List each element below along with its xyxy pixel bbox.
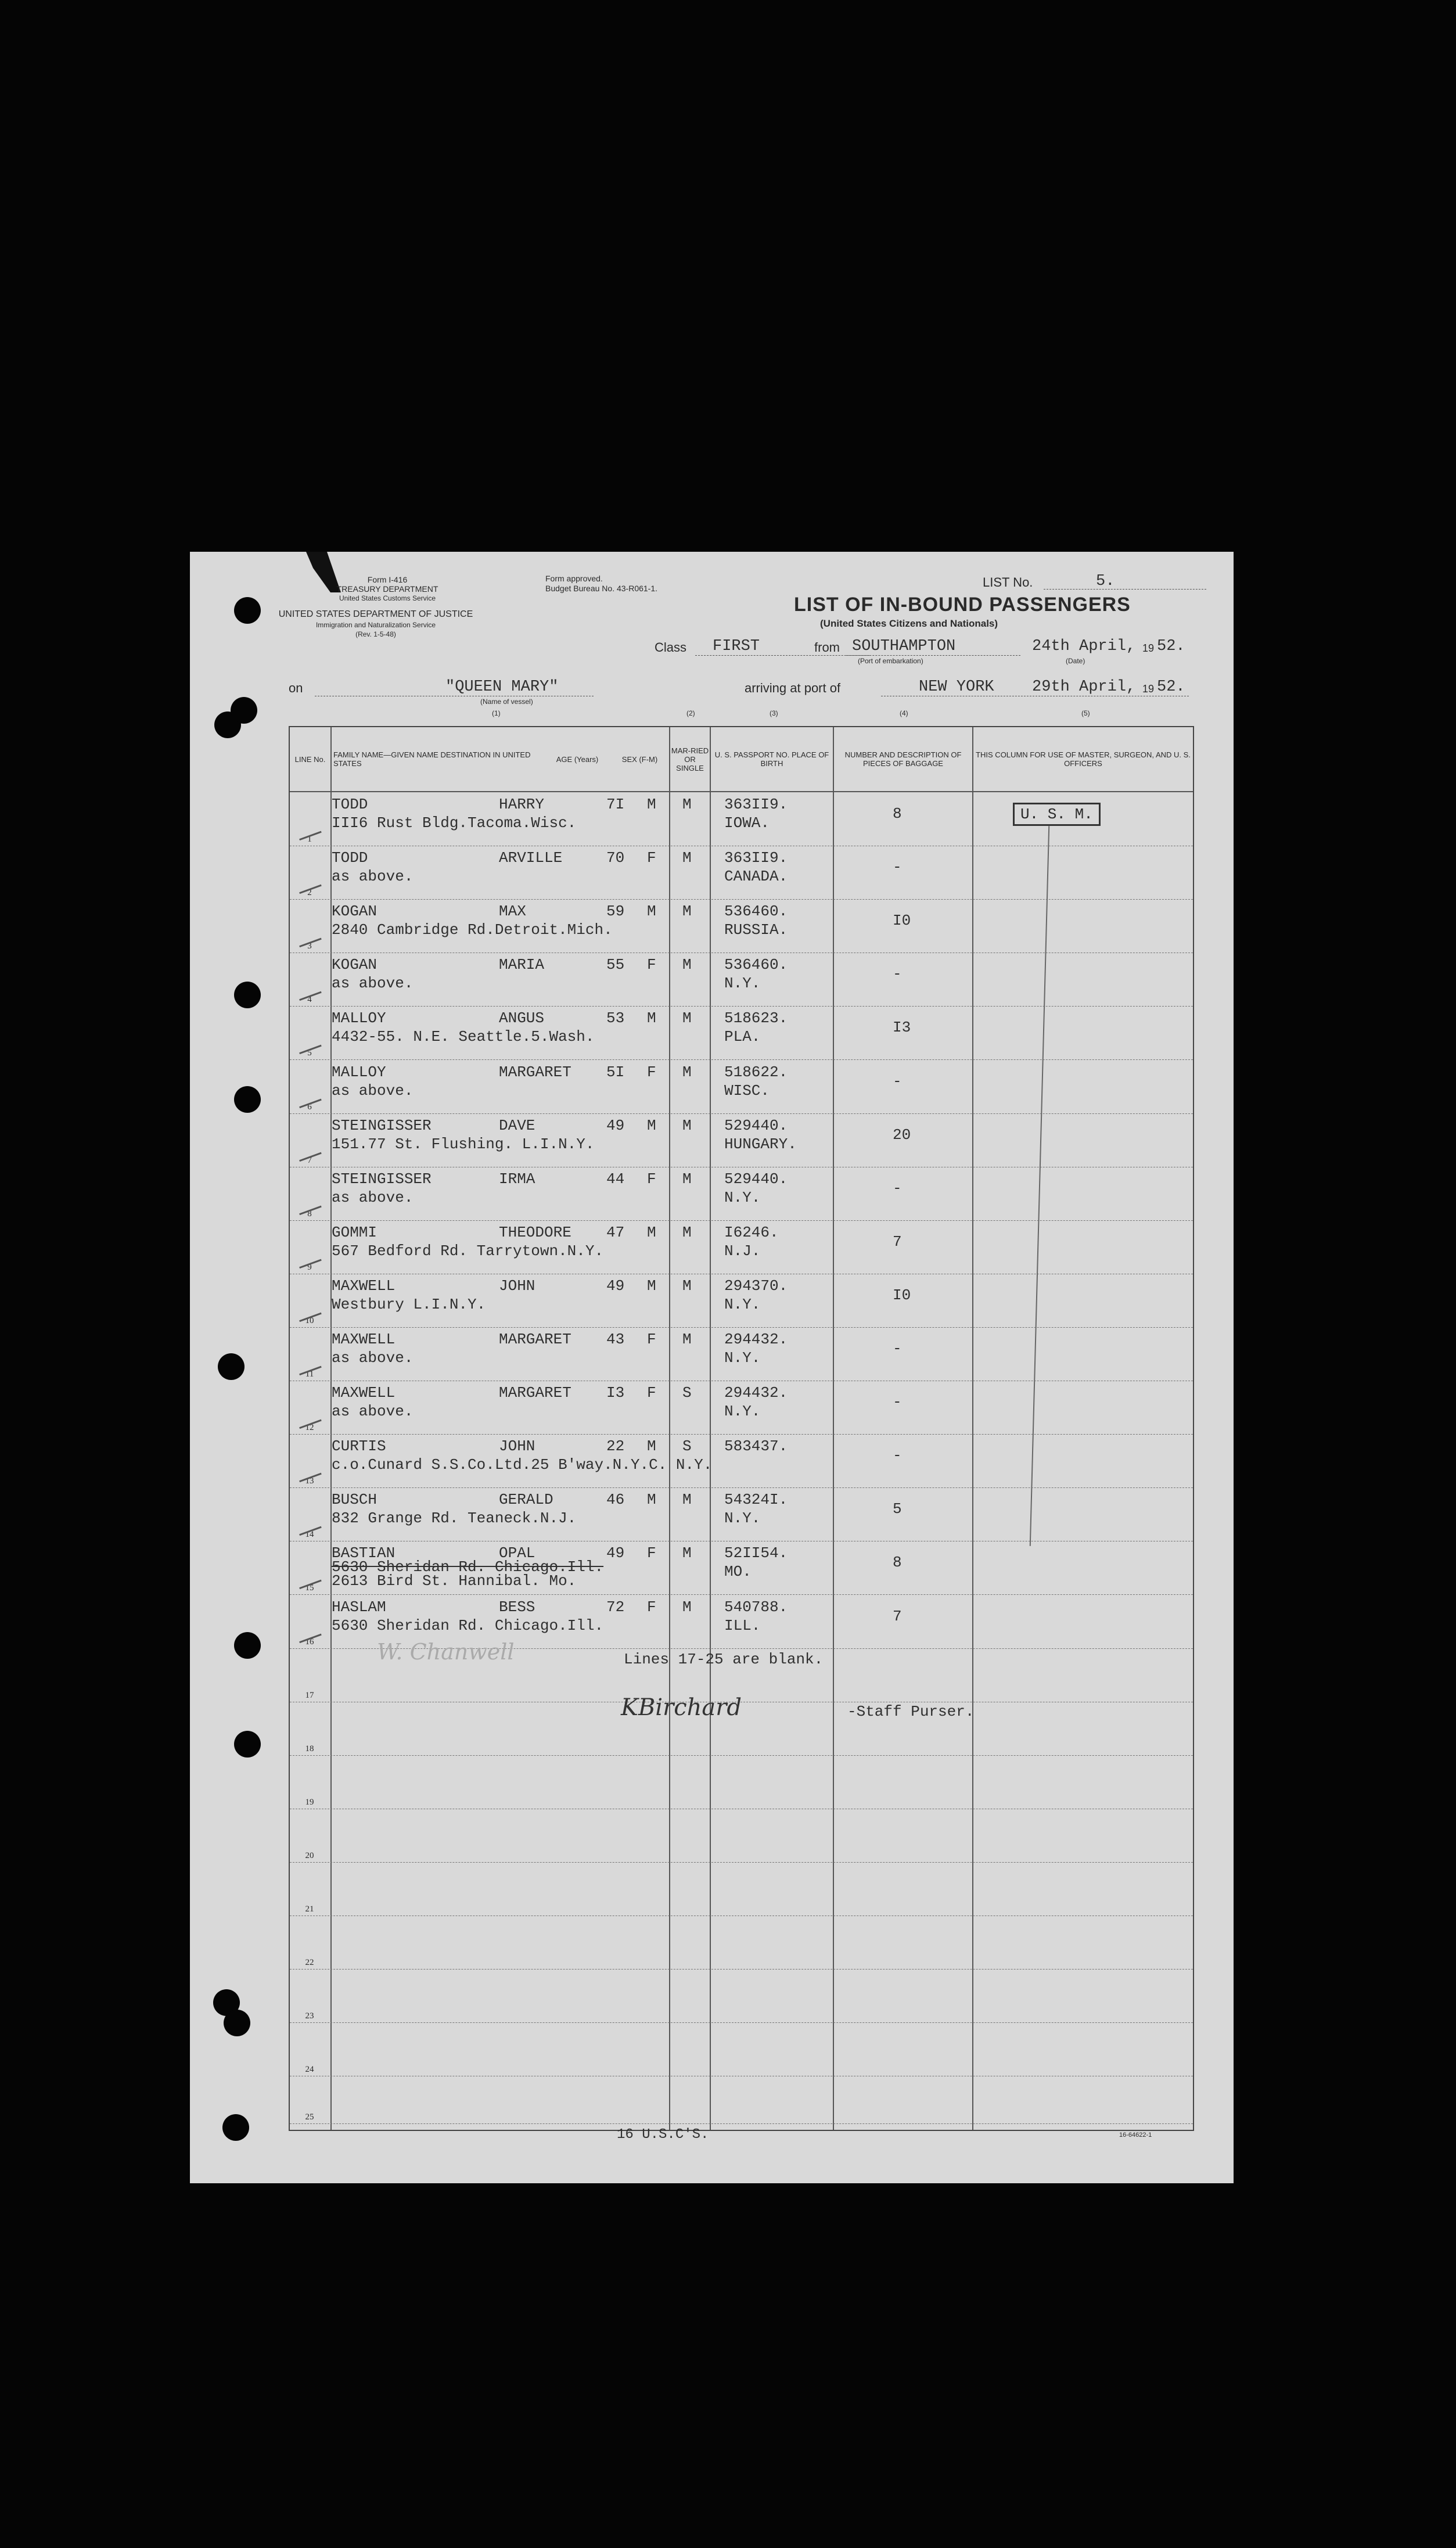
struck-destination: 5630 Sheridan Rd. Chicago.Ill.	[332, 1558, 604, 1576]
blank-row	[290, 1969, 1193, 2023]
on-label: on	[289, 681, 303, 695]
line-number: 19	[305, 1797, 314, 1807]
place-of-birth: CANADA.	[724, 868, 788, 886]
pencil-annotation: W. Chanwell	[377, 1639, 515, 1665]
line-number: 7	[307, 1155, 312, 1165]
destination: 2613 Bird St. Hannibal. Mo.	[332, 1572, 577, 1590]
sex: M	[647, 1437, 656, 1456]
age: 55	[606, 956, 625, 974]
line-number: 6	[307, 1102, 312, 1112]
baggage-count: -	[893, 1447, 902, 1465]
given-name: MARGARET	[499, 1384, 571, 1402]
baggage-count: I0	[893, 912, 911, 930]
marital-status: M	[682, 849, 692, 867]
place-of-birth: ILL.	[724, 1616, 761, 1634]
passport-number: 536460.	[724, 903, 788, 921]
table-row	[290, 1220, 1193, 1274]
col-number-5: (5)	[1081, 709, 1090, 717]
list-title: LIST OF IN-BOUND PASSENGERS	[794, 594, 1131, 616]
dept-justice-sub: Immigration and Naturalization Service	[315, 621, 436, 629]
baggage-count: I0	[893, 1286, 911, 1304]
embark-year-prefix: 19	[1142, 642, 1155, 654]
table-row	[290, 1167, 1193, 1221]
sex: F	[647, 1063, 656, 1081]
list-subtitle: (United States Citizens and Nationals)	[820, 618, 998, 629]
passport-number: 518622.	[724, 1063, 788, 1081]
place-of-birth: IOWA.	[724, 814, 770, 832]
family-name: CURTIS	[332, 1437, 386, 1456]
form-number: Form I-416	[367, 575, 408, 584]
sex: M	[647, 1009, 656, 1027]
table-row	[290, 1381, 1193, 1435]
line-number: 16	[305, 1637, 314, 1647]
age: 53	[606, 1009, 625, 1027]
sex: F	[647, 1384, 656, 1402]
place-of-birth: PLA.	[724, 1028, 761, 1046]
arrival-port: NEW YORK	[919, 678, 994, 696]
marital-status: S	[682, 1437, 692, 1456]
arriving-label: arriving at port of	[745, 681, 841, 695]
passport-number: 54324I.	[724, 1491, 788, 1509]
passport-number: 52II54.	[724, 1544, 788, 1562]
form-approved: Form approved.	[545, 574, 603, 583]
baggage-count: 8	[893, 1554, 902, 1572]
table-row	[290, 899, 1193, 953]
marital-status: M	[682, 1331, 692, 1348]
marital-status: M	[682, 1544, 692, 1562]
table-row	[290, 1274, 1193, 1328]
footer-code: 16 U.S.C'S.	[617, 2127, 709, 2143]
from-label: from	[814, 640, 840, 655]
arrival-year: 52.	[1157, 678, 1185, 696]
manifest-sheet	[190, 552, 1234, 2183]
table-row	[290, 1541, 1193, 1595]
passport-number: 529440.	[724, 1170, 788, 1188]
budget-bureau: Budget Bureau No. 43-R061-1.	[545, 584, 658, 593]
line-number: 2	[307, 888, 312, 898]
purser-signature: KBirchard	[621, 1694, 742, 1721]
passport-number: 518623.	[724, 1009, 788, 1027]
sex: M	[647, 1116, 656, 1134]
col-number-4: (4)	[900, 709, 908, 717]
sex: F	[647, 1170, 656, 1188]
marital-status: M	[682, 1491, 692, 1509]
baggage-count: 7	[893, 1607, 902, 1625]
table-row	[290, 1006, 1193, 1060]
baggage-count: -	[893, 1393, 902, 1411]
age: 59	[606, 903, 625, 921]
form-revision: (Rev. 1-5-48)	[355, 630, 396, 638]
given-name: JOHN	[499, 1277, 535, 1295]
dept-treasury-sub: United States Customs Service	[339, 594, 436, 602]
given-name: JOHN	[499, 1437, 535, 1456]
embark-date: 24th April,	[1032, 638, 1136, 655]
col-number-2: (2)	[686, 709, 695, 717]
passport-number: 294432.	[724, 1331, 788, 1348]
baggage-count: -	[893, 1340, 902, 1357]
list-no-line	[1044, 589, 1206, 590]
place-of-birth: N.Y.	[724, 1510, 761, 1528]
place-of-birth: N.Y.	[724, 975, 761, 993]
list-no-value: 5.	[1096, 573, 1115, 590]
sex: M	[647, 1277, 656, 1295]
passport-number: 536460.	[724, 956, 788, 974]
marital-status: M	[682, 1223, 692, 1241]
line-number: 12	[305, 1423, 314, 1433]
given-name: ARVILLE	[499, 849, 563, 867]
line-number: 23	[305, 2011, 314, 2021]
baggage-count: 20	[893, 1126, 911, 1144]
baggage-count: I3	[893, 1019, 911, 1037]
print-code: 16-64622-1	[1119, 2132, 1152, 2139]
line-number: 4	[307, 995, 312, 1005]
marital-status: M	[682, 1598, 692, 1616]
family-name: BUSCH	[332, 1491, 378, 1509]
sex: M	[647, 903, 656, 921]
destination: 151.77 St. Flushing. L.I.N.Y.	[332, 1135, 595, 1153]
destination: 5630 Sheridan Rd. Chicago.Ill.	[332, 1616, 604, 1634]
line-number: 9	[307, 1262, 312, 1272]
destination: c.o.Cunard S.S.Co.Ltd.25 B'way.N.Y.C. N.Y.	[332, 1456, 713, 1474]
given-name: MARGARET	[499, 1063, 571, 1081]
col-number-1: (1)	[492, 709, 501, 717]
marital-status: M	[682, 956, 692, 974]
col-number-3: (3)	[770, 709, 778, 717]
destination: Westbury L.I.N.Y.	[332, 1295, 486, 1313]
passport-number: 363II9.	[724, 796, 788, 813]
sex: F	[647, 1544, 656, 1562]
passport-number: I6246.	[724, 1223, 779, 1241]
destination: as above.	[332, 1349, 414, 1367]
given-name: MARGARET	[499, 1331, 571, 1348]
blank-row	[290, 2022, 1193, 2076]
table-row	[290, 1327, 1193, 1381]
line-number: 22	[305, 1958, 314, 1968]
family-name: TODD	[332, 849, 368, 867]
blank-lines-note: Lines 17-25 are blank.	[624, 1651, 824, 1668]
line-number: 14	[305, 1530, 314, 1540]
passport-number: 363II9.	[724, 849, 788, 867]
age: 44	[606, 1170, 625, 1188]
family-name: HASLAM	[332, 1598, 386, 1616]
marital-status: M	[682, 1277, 692, 1295]
col-header-married: MAR-RIED OR SINGLE	[671, 746, 709, 772]
line-number: 1	[307, 835, 312, 844]
punch-hole	[234, 597, 261, 624]
col-header-name: FAMILY NAME—GIVEN NAME DESTINATION IN UNITED STATES	[333, 750, 531, 768]
dept-treasury: TREASURY DEPARTMENT	[336, 584, 438, 594]
line-number: 20	[305, 1850, 314, 1860]
family-name: MAXWELL	[332, 1331, 396, 1348]
embark-year: 52.	[1157, 638, 1185, 655]
punch-hole	[218, 1353, 245, 1380]
class-label: Class	[655, 640, 687, 655]
punch-hole	[222, 2114, 249, 2141]
destination: as above.	[332, 1188, 414, 1206]
baggage-count: -	[893, 1072, 902, 1090]
line-number: 15	[305, 1583, 314, 1593]
destination: 567 Bedford Rd. Tarrytown.N.Y.	[332, 1242, 604, 1260]
col-header-passport: U. S. PASSPORT NO. PLACE OF BIRTH	[714, 750, 829, 768]
punch-hole	[234, 982, 261, 1008]
passport-number: 583437.	[724, 1437, 788, 1456]
table-row	[290, 1113, 1193, 1167]
line-number: 13	[305, 1476, 314, 1486]
sex: F	[647, 849, 656, 867]
class-value: FIRST	[713, 638, 760, 655]
dept-justice: UNITED STATES DEPARTMENT OF JUSTICE	[278, 609, 473, 619]
from-line	[846, 655, 1020, 656]
line-number: 24	[305, 2065, 314, 2075]
age: 49	[606, 1116, 625, 1134]
marital-status: M	[682, 903, 692, 921]
given-name: MAX	[499, 903, 526, 921]
purser-title: -Staff Purser.	[847, 1703, 975, 1720]
col-header-baggage: NUMBER AND DESCRIPTION OF PIECES OF BAGGAGE	[844, 750, 962, 768]
marital-status: M	[682, 1170, 692, 1188]
age: 70	[606, 849, 625, 867]
punch-hole	[234, 1632, 261, 1659]
vessel-value: "QUEEN MARY"	[445, 678, 559, 696]
destination: as above.	[332, 975, 414, 993]
passport-number: 529440.	[724, 1116, 788, 1134]
place-of-birth: WISC.	[724, 1081, 770, 1099]
col-header-sex: SEX (F-M)	[621, 754, 658, 764]
destination: 2840 Cambridge Rd.Detroit.Mich.	[332, 921, 613, 939]
vessel-caption: (Name of vessel)	[480, 698, 533, 706]
age: 49	[606, 1544, 625, 1562]
table-row	[290, 1060, 1193, 1114]
line-number: 25	[305, 2112, 314, 2122]
list-no-label: LIST No.	[983, 575, 1033, 590]
age: 49	[606, 1277, 625, 1295]
arrival-date: 29th April,	[1032, 678, 1136, 696]
passport-number: 294432.	[724, 1384, 788, 1402]
blank-row	[290, 1809, 1193, 1863]
table-row	[290, 846, 1193, 900]
given-name: OPAL	[499, 1544, 535, 1562]
blank-row	[290, 2076, 1193, 2124]
punch-hole	[234, 1731, 261, 1758]
punch-hole	[231, 697, 257, 724]
family-name: KOGAN	[332, 956, 378, 974]
place-of-birth: RUSSIA.	[724, 921, 788, 939]
destination: III6 Rust Bldg.Tacoma.Wisc.	[332, 814, 577, 832]
baggage-count: -	[893, 1179, 902, 1197]
family-name: MALLOY	[332, 1063, 386, 1081]
baggage-count: 5	[893, 1500, 902, 1518]
place-of-birth: MO.	[724, 1563, 752, 1581]
age: I3	[606, 1384, 625, 1402]
given-name: IRMA	[499, 1170, 535, 1188]
line-number: 21	[305, 1904, 314, 1914]
marital-status: M	[682, 1116, 692, 1134]
baggage-count: 8	[893, 805, 902, 822]
sex: F	[647, 956, 656, 974]
age: 5I	[606, 1063, 625, 1081]
destination: as above.	[332, 868, 414, 886]
date-caption: (Date)	[1066, 657, 1085, 665]
arrival-year-prefix: 19	[1142, 683, 1155, 695]
class-line	[695, 655, 869, 656]
table-row	[290, 1487, 1193, 1541]
family-name: KOGAN	[332, 903, 378, 921]
blank-row	[290, 1755, 1193, 1809]
table-row	[290, 953, 1193, 1007]
col-header-line: LINE No.	[294, 754, 326, 764]
sex: M	[647, 796, 656, 813]
family-name: STEINGISSER	[332, 1170, 432, 1188]
sex: F	[647, 1331, 656, 1348]
col-header-officers: THIS COLUMN FOR USE OF MASTER, SURGEON, AND U. S. OFFICERS	[976, 750, 1191, 768]
col-header-age: AGE (Years)	[556, 754, 599, 764]
place-of-birth: N.Y.	[724, 1349, 761, 1367]
place-of-birth: N.Y.	[724, 1188, 761, 1206]
place-of-birth: N.Y.	[724, 1295, 761, 1313]
age: 7I	[606, 796, 625, 813]
given-name: GERALD	[499, 1491, 553, 1509]
given-name: DAVE	[499, 1116, 535, 1134]
age: 46	[606, 1491, 625, 1509]
sex: F	[647, 1598, 656, 1616]
line-number: 8	[307, 1209, 312, 1219]
family-name: STEINGISSER	[332, 1116, 432, 1134]
family-name: MALLOY	[332, 1009, 386, 1027]
punch-hole	[234, 1086, 261, 1113]
given-name: THEODORE	[499, 1223, 571, 1241]
line-number: 17	[305, 1690, 314, 1700]
line-number: 18	[305, 1744, 314, 1753]
blank-row	[290, 1916, 1193, 1970]
family-name: GOMMI	[332, 1223, 378, 1241]
port-embark-caption: (Port of embarkation)	[858, 657, 923, 665]
passport-number: 540788.	[724, 1598, 788, 1616]
destination: 4432-55. N.E. Seattle.5.Wash.	[332, 1028, 595, 1046]
punch-hole	[224, 2010, 250, 2036]
given-name: MARIA	[499, 956, 545, 974]
age: 72	[606, 1598, 625, 1616]
marital-status: M	[682, 1063, 692, 1081]
destination: as above.	[332, 1403, 414, 1421]
marital-status: S	[682, 1384, 692, 1402]
officer-stamp: U. S. M.	[1013, 803, 1101, 826]
given-name: BESS	[499, 1598, 535, 1616]
place-of-birth: N.J.	[724, 1242, 761, 1260]
place-of-birth: N.Y.	[724, 1403, 761, 1421]
table-row	[290, 1434, 1193, 1488]
given-name: ANGUS	[499, 1009, 545, 1027]
line-number: 11	[305, 1370, 314, 1379]
family-name: TODD	[332, 796, 368, 813]
marital-status: M	[682, 1009, 692, 1027]
family-name: BASTIAN	[332, 1544, 396, 1562]
line-number: 10	[305, 1316, 314, 1325]
from-value: SOUTHAMPTON	[852, 638, 956, 655]
age: 43	[606, 1331, 625, 1348]
age: 47	[606, 1223, 625, 1241]
family-name: MAXWELL	[332, 1384, 396, 1402]
given-name: HARRY	[499, 796, 545, 813]
baggage-count: -	[893, 858, 902, 876]
destination: 832 Grange Rd. Teaneck.N.J.	[332, 1510, 577, 1528]
age: 22	[606, 1437, 625, 1456]
place-of-birth: HUNGARY.	[724, 1135, 797, 1153]
destination: as above.	[332, 1081, 414, 1099]
baggage-count: 7	[893, 1232, 902, 1250]
baggage-count: -	[893, 965, 902, 983]
passenger-table	[289, 726, 1194, 2131]
line-number: 5	[307, 1048, 312, 1058]
marital-status: M	[682, 796, 692, 813]
line-number: 3	[307, 941, 312, 951]
family-name: MAXWELL	[332, 1277, 396, 1295]
sex: M	[647, 1491, 656, 1509]
sex: M	[647, 1223, 656, 1241]
passport-number: 294370.	[724, 1277, 788, 1295]
blank-row	[290, 1862, 1193, 1916]
